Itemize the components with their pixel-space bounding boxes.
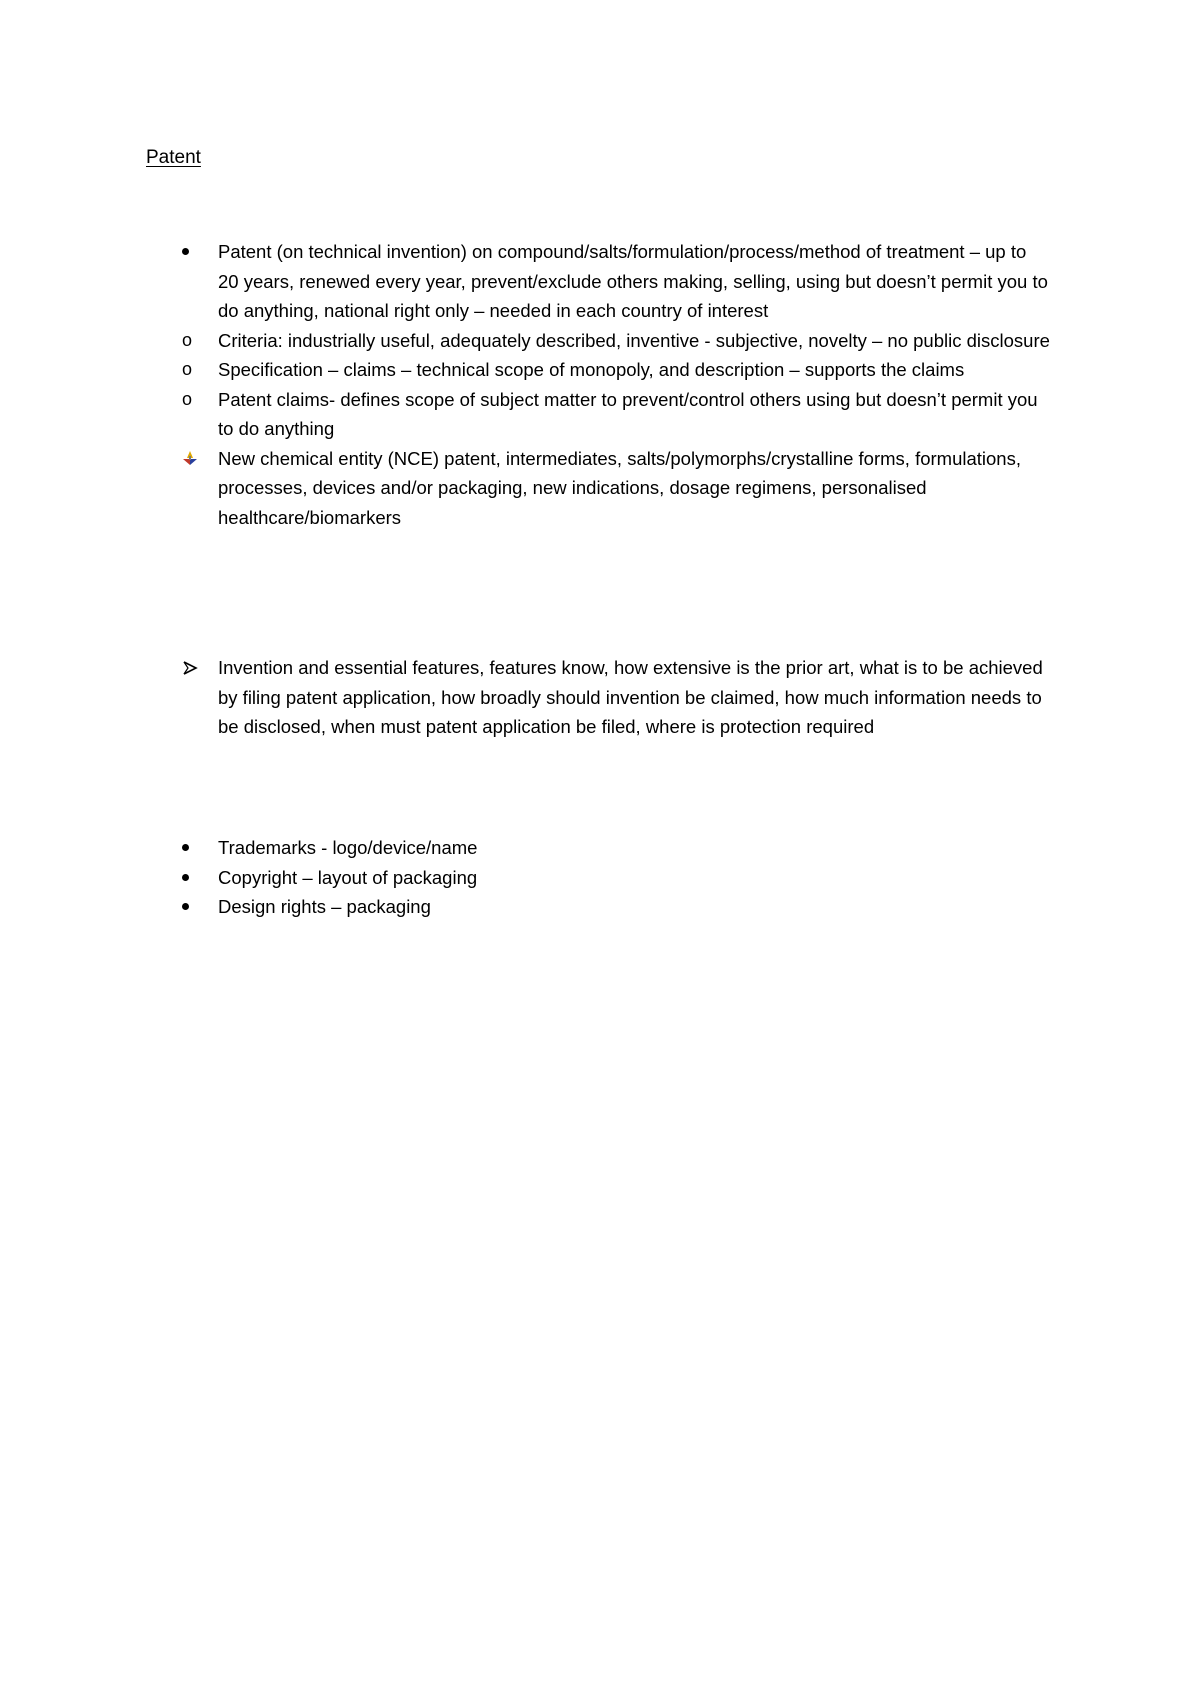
bullet-icon [182,863,206,893]
bullet-icon [182,833,206,863]
bullet-icon [182,892,206,922]
list-item [0,444,1200,533]
list-item [0,892,1200,922]
patent-details-list [0,237,1200,532]
list-item-text: Patent (on technical invention) on compound/salts/formulation/process/method of treatment – up to 20 years, renewed every year, prevent/exclude others making, selling, using but doesn’t permit you to do anything, national right only – needed in each country of interest [218,241,1048,321]
list-item-text: Invention and essential features, features know, how extensive is the prior art, what is to be achieved by filing patent application, how broadly should invention be claimed, how much information needs to be disclosed, when must patent application be filed, where is protection required [218,657,1043,737]
list-item-text: New chemical entity (NCE) patent, intermediates, salts/polymorphs/crystalline forms, formulations, processes, devices and/or packaging, new indications, dosage regimens, personalised healthcare/biomarkers [218,447,1021,528]
invention-list [0,653,1200,742]
list-item-text: Criteria: industrially useful, adequately described, inventive - subjective, novelty – no public disclosure [218,329,1050,351]
list-item-text: Trademarks - logo/device/name [218,837,478,858]
list-item [0,863,1200,893]
list-item [0,385,1200,444]
circle-bullet-icon: o [182,329,193,350]
list-item [0,653,1200,742]
list-item-text: Design rights – packaging [218,896,431,917]
other-ip-list [0,833,1200,922]
colored-arrow-bullet-icon [182,444,206,474]
page-title: Patent [146,147,201,168]
list-item [0,326,1200,356]
list-item [0,237,1200,326]
bullet-icon [182,237,206,267]
list-item-text: Specification – claims – technical scope of monopoly, and description – supports the claims [218,359,965,380]
list-item [0,833,1200,863]
circle-bullet-icon: o [182,359,193,379]
list-item-text: Patent claims- defines scope of subject matter to prevent/control others using but doesn’t permit you to do anything [218,388,1038,439]
list-item [0,355,1200,385]
list-item-text: Copyright – layout of packaging [218,866,478,888]
circle-bullet-icon: o [182,388,193,409]
arrowhead-bullet-icon [182,653,206,683]
